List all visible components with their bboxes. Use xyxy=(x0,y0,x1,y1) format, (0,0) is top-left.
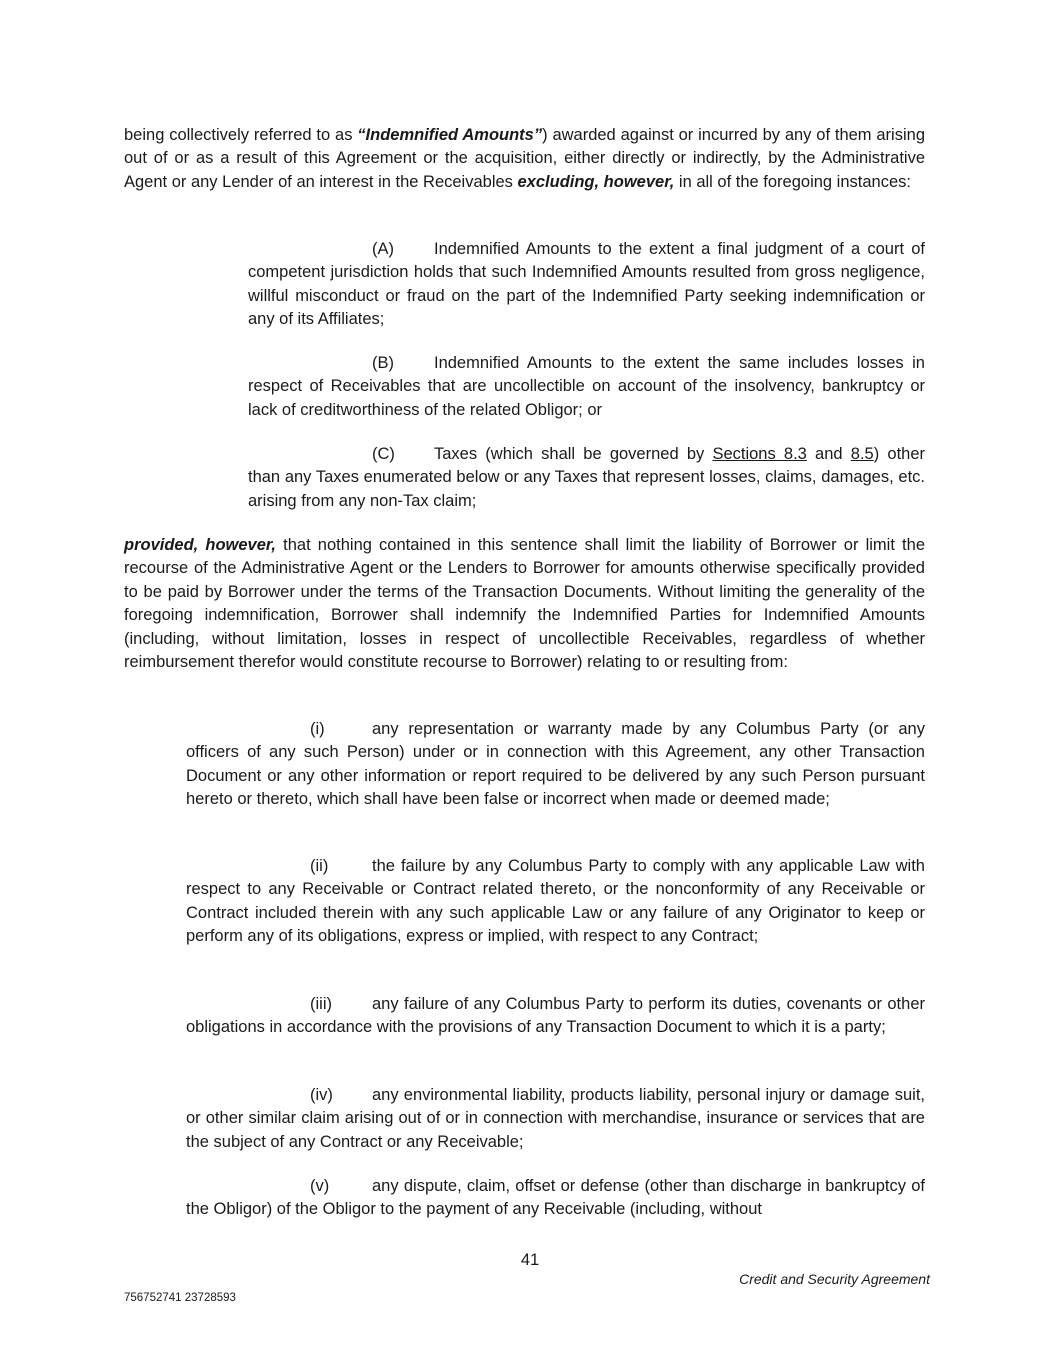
section-reference-link[interactable]: Sections 8.3 xyxy=(712,445,807,463)
emphasis-provided: provided, however, xyxy=(124,536,277,554)
exclusion-a: (A) Indemnified Amounts to the extent a final judgment of a court of competent jurisdiction holds that such Indemnified Amounts resulted from gross negligence, willful misconduct or fraud on the part of the Indemnified Party seeking indemnification or any of its Affiliates; xyxy=(248,240,925,329)
exclusion-marker: (A) xyxy=(372,240,394,258)
list-item: (v) any dispute, claim, offset or defense (other than discharge in bankruptcy of the Obligor) of the Obligor to the payment of any Receivable (including, without xyxy=(186,1177,925,1219)
footer-document-id: 756752741 23728593 xyxy=(124,1292,236,1304)
intro-paragraph: being collectively referred to as “Indemnified Amounts”) awarded against or incurred by any of them arising out of or as a result of this Agreement or the acquisition, either directly or indirectly, by the Administrative Agent or any Lender of an interest in the Receivables excluding, however, in all of the foregoing instances: xyxy=(124,126,925,191)
item-marker: (v) xyxy=(310,1177,330,1195)
proviso-paragraph: provided, however, that nothing contained in this sentence shall limit the liability of Borrower or limit the recourse of the Administrative Agent or the Lenders to Borrower for amounts otherwise specifically provided to be paid by Borrower under the terms of the Transaction Documents. Without limiting the generality of the foregoing indemnification, Borrower shall indemnify the Indemnified Parties for Indemnified Amounts (including, without limitation, losses in respect of uncollectible Receivables, regardless of whether reimbursement therefor would constitute recourse to Borrower) relating to or resulting from: xyxy=(124,536,925,672)
item-marker: (iv) xyxy=(310,1086,333,1104)
exclusion-c: (C) Taxes (which shall be governed by Sections 8.3 and 8.5) other than any Taxes enumerated below or any Taxes that represent losses, claims, damages, etc. arising from any non-Tax claim; xyxy=(248,445,926,510)
exclusion-marker: (C) xyxy=(372,445,395,463)
section-reference-link[interactable]: 8.5 xyxy=(850,445,874,463)
emphasis-excluding: excluding, however, xyxy=(517,172,675,191)
item-marker: (iii) xyxy=(310,995,332,1013)
item-marker: (ii) xyxy=(310,857,329,875)
list-item: (iv) any environmental liability, products liability, personal injury or damage suit, or other similar claim arising out of or in connection with merchandise, insurance or services that are the subject of any Contract or any Receivable; xyxy=(186,1086,925,1151)
page-number: 41 xyxy=(520,1251,540,1269)
exclusion-b: (B) Indemnified Amounts to the extent the same includes losses in respect of Receivables that are uncollectible on account of the insolvency, bankruptcy or lack of creditworthiness of the related Obligor; or xyxy=(248,354,925,419)
footer-document-title: Credit and Security Agreement xyxy=(739,1271,930,1287)
item-marker: (i) xyxy=(310,720,325,738)
list-item: (ii) the failure by any Columbus Party to comply with any applicable Law with respect to any Receivable or Contract related thereto, or the nonconformity of any Receivable or Contract included therein with any such applicable Law or any failure of any Originator to keep or perform any of its obligations, express or implied, with respect to any Contract; xyxy=(186,857,925,946)
list-item: (iii) any failure of any Columbus Party to perform its duties, covenants or other obligations in accordance with the provisions of any Transaction Document to which it is a party; xyxy=(186,995,925,1037)
defined-term: “Indemnified Amounts” xyxy=(357,126,543,144)
list-item: (i) any representation or warranty made by any Columbus Party (or any officers of any such Person) under or in connection with this Agreement, any other Transaction Document or any other information or report required to be delivered by any such Person pursuant hereto or thereto, which shall have been false or incorrect when made or deemed made; xyxy=(186,720,925,809)
exclusion-marker: (B) xyxy=(372,354,394,372)
